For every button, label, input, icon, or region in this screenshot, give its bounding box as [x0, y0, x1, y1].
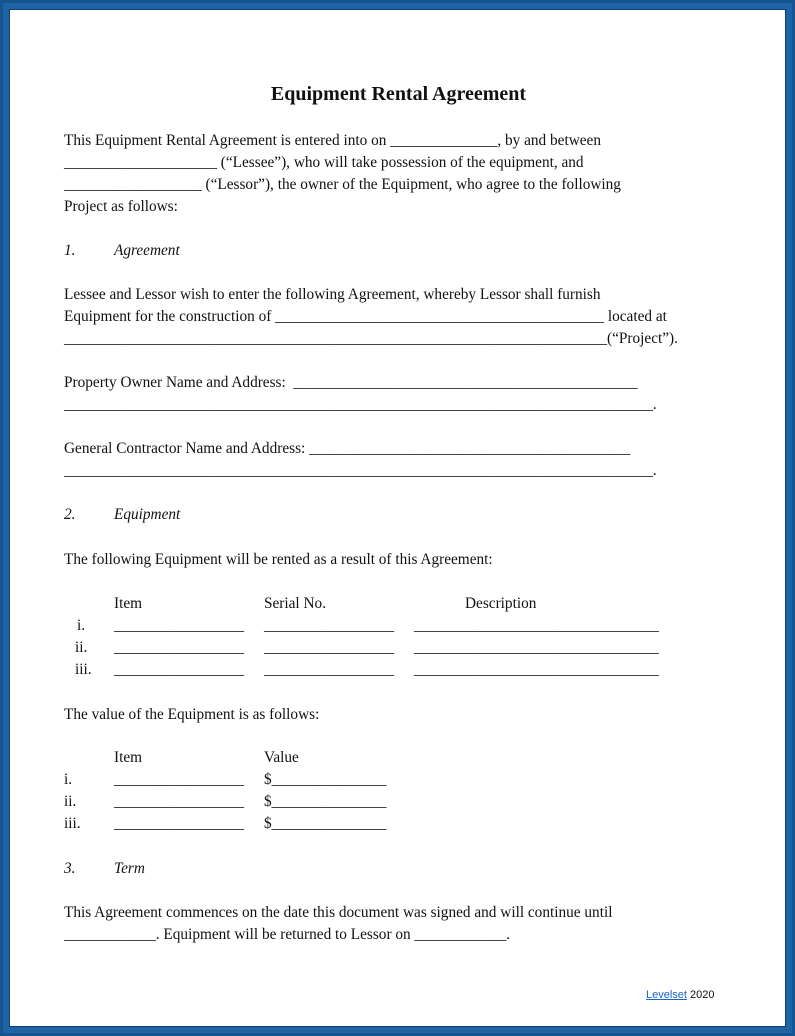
intro-line-4: Project as follows:: [64, 198, 178, 215]
table2-row-num: ii.: [64, 793, 77, 810]
section-3-heading: Term: [114, 860, 145, 877]
table2-row-item: _________________: [114, 793, 245, 810]
table1-header-serial: Serial No.: [264, 595, 327, 612]
term-line-2: ____________. Equipment will be returned to Lessor on ____________.: [64, 926, 511, 943]
table2-row-item: _________________: [114, 815, 245, 832]
property-owner-line-2: _____________________________________________________________________________.: [64, 396, 657, 413]
document-title: Equipment Rental Agreement: [270, 83, 527, 105]
table2-row-value: $_______________: [264, 771, 387, 788]
section-1-number: 1.: [64, 242, 76, 259]
agreement-line-3: _______________________________________________________________________(“Project”).: [64, 330, 678, 347]
table1-row-serial: _________________: [264, 617, 395, 634]
section-2-number: 2.: [64, 506, 76, 523]
table2-row-value: $_______________: [264, 815, 387, 832]
table1-row-description: ________________________________: [414, 639, 659, 656]
table1-row-item: _________________: [114, 617, 245, 634]
table2-row-value: $_______________: [264, 793, 387, 810]
agreement-line-1: Lessee and Lessor wish to enter the following Agreement, whereby Lessor shall furnish: [64, 286, 601, 303]
table1-row-item: _________________: [114, 661, 245, 678]
table1-row-num: i.: [77, 617, 86, 634]
table2-row-num: i.: [64, 771, 73, 788]
property-owner-line-1: Property Owner Name and Address: _____________________________________________: [64, 374, 638, 391]
table2-row-item: _________________: [114, 771, 245, 788]
table1-header-item: Item: [114, 595, 143, 612]
footer-credit: [646, 988, 715, 1002]
table1-row-num: iii.: [75, 661, 92, 678]
table2-row-num: iii.: [64, 815, 81, 832]
document-page: [9, 9, 786, 1027]
section-2-heading: Equipment: [114, 506, 181, 523]
table2-header-value: Value: [264, 749, 299, 766]
table2-header-item: Item: [114, 749, 143, 766]
table1-row-serial: _________________: [264, 661, 395, 678]
general-contractor-line-1: General Contractor Name and Address: __________________________________________: [64, 440, 631, 457]
table1-row-description: ________________________________: [414, 617, 659, 634]
section-3-number: 3.: [64, 860, 76, 877]
section-1-heading: Agreement: [114, 242, 180, 259]
general-contractor-line-2: _____________________________________________________________________________.: [64, 462, 657, 479]
footer-year: 2020: [686, 989, 715, 1001]
intro-line-3: __________________ (“Lessor”), the owner of the Equipment, who agree to the following: [64, 176, 621, 193]
value-intro: The value of the Equipment is as follows:: [64, 706, 320, 723]
equipment-intro: The following Equipment will be rented as a result of this Agreement:: [64, 551, 493, 568]
term-line-1: This Agreement commences on the date this document was signed and will continue until: [64, 904, 613, 921]
table1-row-item: _________________: [114, 639, 245, 656]
agreement-line-2: Equipment for the construction of ___________________________________________ located at: [64, 308, 667, 325]
table1-row-serial: _________________: [264, 639, 395, 656]
table1-row-description: ________________________________: [414, 661, 659, 678]
table1-row-num: ii.: [75, 639, 88, 656]
intro-line-1: This Equipment Rental Agreement is entered into on ______________, by and between: [64, 132, 601, 149]
table1-header-description: Description: [465, 595, 537, 612]
intro-line-2: ____________________ (“Lessee”), who will take possession of the equipment, and: [64, 154, 584, 171]
levelset-link[interactable]: Levelset: [646, 989, 687, 1001]
